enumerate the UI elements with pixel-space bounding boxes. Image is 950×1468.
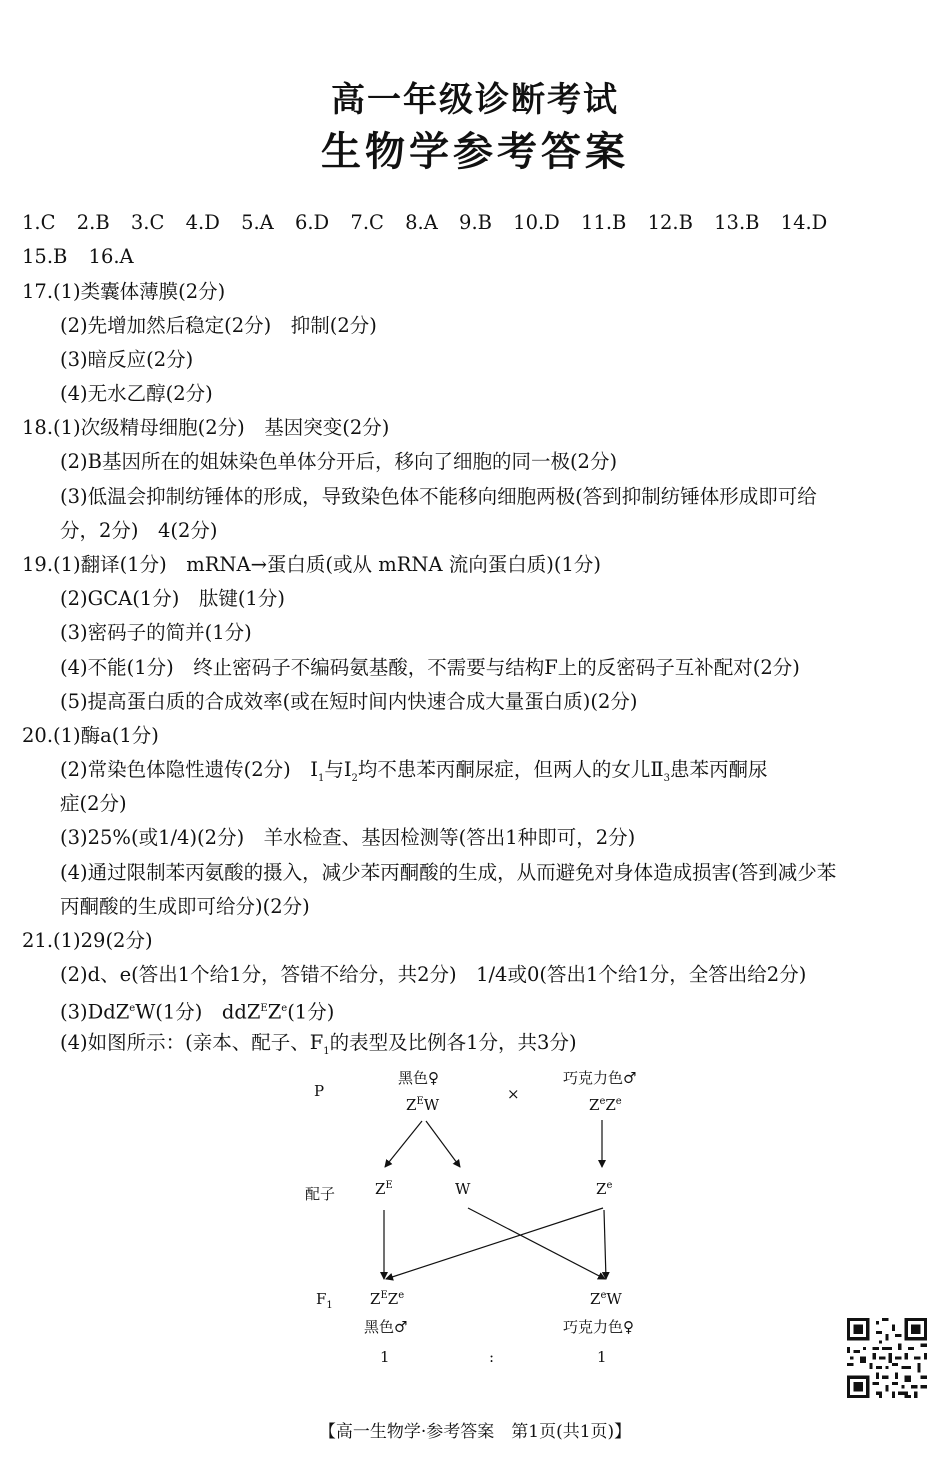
answer-item: 7.C (350, 211, 384, 234)
q19-answer-4: (4)不能(1分) 终止密码子不编码氨基酸，不需要与结构F上的反密码子互补配对(2分) (60, 656, 800, 679)
superscript: E (380, 1290, 388, 1301)
page-title: 高一年级诊断考试 (331, 80, 619, 120)
offspring1-phenotype: 黑色♂ (364, 1318, 408, 1336)
ratio-value-2: 1 (597, 1348, 607, 1366)
text-run: Z (267, 1000, 282, 1024)
offspring2-phenotype: 巧克力色♀ (563, 1318, 634, 1336)
text-run: Z (375, 1180, 386, 1198)
gamete-3 (596, 1180, 612, 1198)
answer-item: 2.B (76, 211, 110, 234)
superscript: e (600, 1290, 607, 1301)
answer-item: 6.D (294, 211, 330, 234)
answer-item: 10.D (513, 211, 560, 234)
q17-answer-1: 17.(1)类囊体薄膜(2分) (22, 280, 226, 303)
q18-answer-3-cont: 分，2分) 4(2分) (60, 519, 218, 542)
qr-code (847, 1318, 927, 1398)
text-run: 均不患苯丙酮尿症，但两人的女儿Ⅱ (357, 758, 664, 781)
answer-item: 16.A (88, 245, 134, 268)
q20-answer-1: 20.(1)酶a(1分) (22, 724, 159, 747)
parent2-phenotype: 巧克力色♂ (563, 1069, 637, 1087)
q21-answer-4 (60, 1030, 577, 1065)
arrow-parent1-to-gamete1 (385, 1121, 422, 1167)
gamete-2: W (455, 1180, 471, 1198)
text-run: Z (406, 1096, 417, 1114)
gamete-1 (375, 1180, 393, 1198)
text-run: Z (387, 1290, 399, 1308)
q21-answer-2: (2)d、e(答出1个给1分，答错不给分，共2分) 1/4或0(答出1个给1分，全答出给2分) (60, 963, 807, 986)
offspring1-genotype (370, 1290, 404, 1308)
q21-answer-3 (60, 996, 334, 1026)
answer-item: 9.B (459, 211, 492, 234)
answer-item: 14.D (780, 211, 828, 234)
q19-answer-2: (2)GCA(1分) 肽键(1分) (60, 587, 285, 610)
q19-answer-1: 19.(1)翻译(1分) mRNA→蛋白质(或从 mRNA 流向蛋白质)(1分) (22, 553, 601, 576)
q18-answer-3: (3)低温会抑制纺锤体的形成，导致染色体不能移向细胞两极(答到抑制纺锤体形成即可给 (60, 485, 817, 508)
q17-answer-2: (2)先增加然后稳定(2分) 抑制(2分) (60, 314, 377, 337)
q20-answer-2 (60, 757, 768, 792)
q17-answer-3: (3)暗反应(2分) (60, 348, 194, 371)
q20-answer-4: (4)通过限制苯丙氨酸的摄入，减少苯丙酮酸的生成，从而避免对身体造成损害(答到减少苯 (60, 861, 837, 884)
q18-answer-2: (2)B基因所在的姐妹染色单体分开后，移向了细胞的同一极(2分) (60, 450, 618, 473)
text-run: W (606, 1290, 622, 1308)
superscript: e (281, 1003, 288, 1014)
answer-item: 5.A (241, 211, 274, 234)
answer-item: 15.B (22, 245, 68, 268)
answer-item: 8.A (405, 211, 438, 234)
superscript: E (416, 1096, 424, 1107)
arrow-gamete3-to-offspring1 (386, 1208, 603, 1279)
text-run: 与Ⅰ (324, 758, 352, 781)
q19-answer-5: (5)提高蛋白质的合成效率(或在短时间内快速合成大量蛋白质)(2分) (60, 690, 638, 713)
answer-item: 11.B (581, 211, 627, 234)
text-run: Z (589, 1096, 600, 1114)
ratio-separator: : (489, 1348, 495, 1366)
q20-answer-2-cont: 症(2分) (60, 792, 127, 815)
superscript: e (615, 1096, 622, 1107)
superscript: E (385, 1180, 393, 1191)
page-footer: 【高一生物学·参考答案 第1页(共1页)】 (318, 1422, 632, 1442)
parent1-genotype (406, 1096, 439, 1114)
text-run: 的表型及比例各1分，共3分) (329, 1031, 577, 1054)
answer-item: 1.C (22, 211, 56, 234)
text-run: Z (596, 1180, 607, 1198)
subscript: 1 (323, 1045, 330, 1057)
subscript: 1 (326, 1300, 333, 1311)
choice-answers-row (22, 244, 149, 270)
parent2-genotype (589, 1096, 622, 1114)
superscript: e (129, 1003, 136, 1014)
text-run: (4)如图所示：(亲本、配子、F (60, 1031, 324, 1054)
answer-item: 13.B (714, 211, 760, 234)
text-run: 患苯丙酮尿 (670, 758, 768, 781)
answer-item: 4.D (185, 211, 220, 234)
q18-answer-1: 18.(1)次级精母细胞(2分) 基因突变(2分) (22, 416, 390, 439)
text-run: (2)常染色体隐性遗传(2分) Ⅰ (60, 758, 318, 781)
q21-answer-1: 21.(1)29(2分) (22, 929, 153, 952)
superscript: e (398, 1290, 405, 1301)
generation-f1-label (316, 1290, 333, 1311)
answer-item: 3.C (130, 211, 165, 234)
superscript: e (606, 1180, 613, 1191)
q20-answer-3: (3)25%(或1/4)(2分) 羊水检查、基因检测等(答出1种即可，2分) (60, 826, 636, 849)
arrow-gamete3-to-offspring2 (604, 1210, 606, 1279)
q19-answer-3: (3)密码子的简并(1分) (60, 621, 252, 644)
cross-symbol: × (507, 1085, 520, 1103)
text-run: F (316, 1290, 327, 1308)
superscript: e (599, 1096, 606, 1107)
text-run: (1分) (287, 1000, 335, 1024)
generation-p-label: P (314, 1082, 325, 1100)
answer-item: 12.B (647, 211, 693, 234)
choice-answers-row (22, 210, 842, 236)
text-run: Z (590, 1290, 601, 1308)
text-run: (3)DdZ (60, 1000, 130, 1024)
parent1-phenotype: 黑色♀ (398, 1069, 439, 1087)
text-run: Z (605, 1096, 616, 1114)
offspring2-genotype (590, 1290, 622, 1308)
text-run: W (423, 1096, 440, 1114)
text-run: W(1分) ddZ (135, 1000, 261, 1024)
text-run: Z (370, 1290, 381, 1308)
arrow-gamete2-to-offspring2 (468, 1208, 605, 1279)
arrow-parent1-to-gamete2 (426, 1121, 460, 1167)
q20-answer-4-cont: 丙酮酸的生成即可给分)(2分) (60, 895, 310, 918)
subscript: 1 (317, 772, 325, 784)
page-subtitle: 生物学参考答案 (321, 129, 629, 175)
gamete-label: 配子 (305, 1185, 336, 1203)
ratio-value-1: 1 (380, 1348, 390, 1366)
q17-answer-4: (4)无水乙醇(2分) (60, 382, 213, 405)
subscript: 2 (351, 772, 358, 784)
superscript: E (260, 1003, 268, 1014)
subscript: 3 (663, 772, 671, 784)
